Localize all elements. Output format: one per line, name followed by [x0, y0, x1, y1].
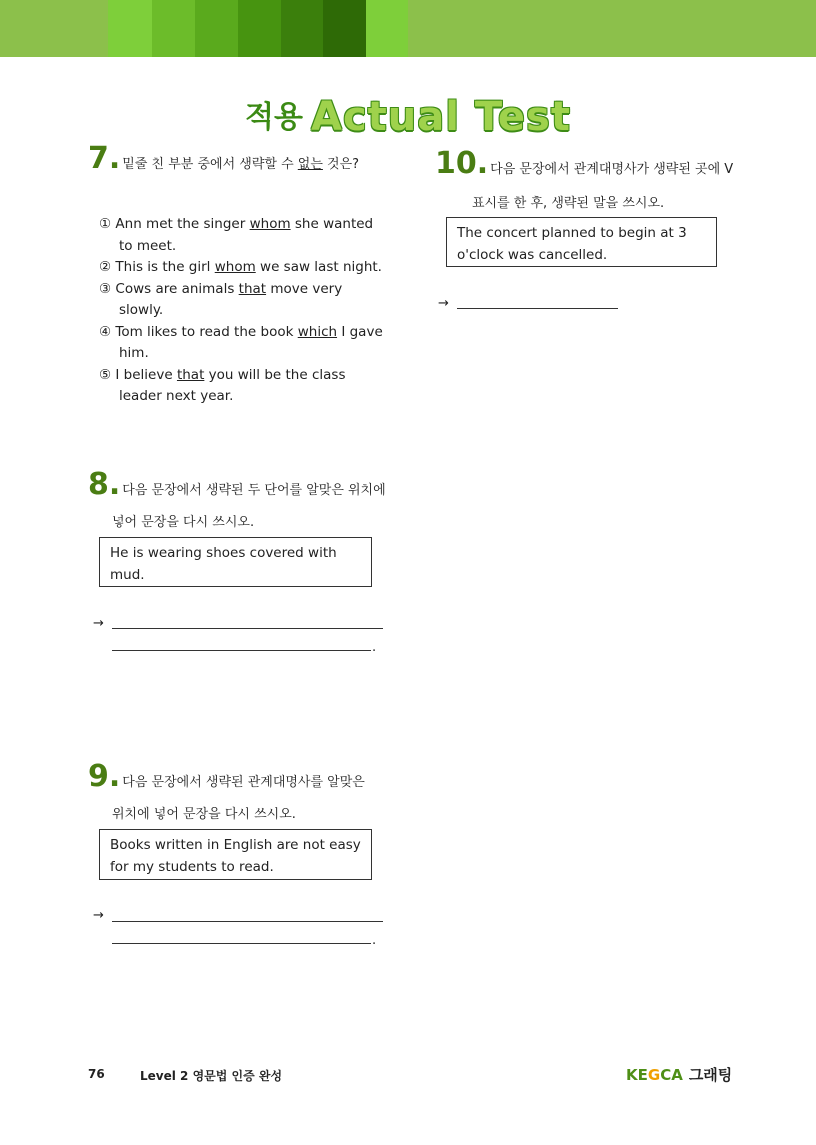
question-7-number: 7.	[88, 141, 121, 176]
question-9-answer-line-1[interactable]	[112, 921, 383, 922]
banner-stripe	[323, 0, 366, 57]
banner-stripe	[281, 0, 323, 57]
banner-stripe	[366, 0, 408, 57]
question-7-choices	[99, 214, 389, 408]
choice-5[interactable]: ⑤ I believe that you will be the class leader next year.	[99, 366, 346, 404]
banner-stripe	[195, 0, 238, 57]
question-8-number: 8.	[88, 467, 121, 502]
question-10-prompt-line2: 표시를 한 후, 생략된 말을 쓰시오.	[472, 196, 665, 211]
question-7-prompt-a: 밑줄 친 부분 중에서 생략할 수	[122, 157, 298, 172]
title-korean: 적용	[245, 100, 304, 135]
page-number: 76	[88, 1067, 105, 1081]
question-9-prompt-line1: 다음 문장에서 생략된 관계대명사를 알맞은	[122, 775, 365, 790]
question-10-answer-line[interactable]	[457, 308, 618, 309]
question-7-prompt-emphasis: 없는	[297, 157, 323, 172]
question-8-answer-line-2[interactable]	[112, 650, 371, 651]
answer-arrow-icon: →	[93, 616, 104, 631]
question-9-prompt-line2: 위치에 넣어 문장을 다시 쓰시오.	[112, 807, 296, 822]
book-title: Level 2 영문법 인증 완성	[140, 1069, 283, 1083]
question-8-answer-line-1[interactable]	[112, 628, 383, 629]
page-title	[0, 92, 816, 143]
header-banner	[0, 0, 816, 57]
question-8-sentence-box: He is wearing shoes covered with mud.	[99, 537, 372, 587]
question-9-answer-line-2[interactable]	[112, 943, 371, 944]
choice-3[interactable]: ③ Cows are animals that move very slowly.	[99, 280, 343, 318]
question-8-period: .	[372, 640, 377, 655]
question-7-prompt-b: 것은?	[322, 157, 360, 172]
question-9-header	[88, 759, 365, 794]
choice-1[interactable]: ① Ann met the singer whom she wanted to meet.	[99, 216, 374, 254]
banner-stripe	[152, 0, 195, 57]
banner-stripe	[238, 0, 281, 57]
banner-stripe	[108, 0, 152, 57]
question-10-number: 10.	[435, 146, 489, 181]
choice-4[interactable]: ④ Tom likes to read the book which I gave him.	[99, 323, 383, 361]
question-10-prompt-line1: 다음 문장에서 관계대명사가 생략된 곳에 V	[490, 162, 734, 177]
choice-2[interactable]: ② This is the girl whom we saw last night.	[99, 259, 382, 275]
question-9-number: 9.	[88, 759, 121, 794]
question-9-period: .	[372, 933, 377, 948]
question-8-prompt-line1: 다음 문장에서 생략된 두 단어를 알맞은 위치에	[122, 483, 386, 498]
question-9-sentence-box: Books written in English are not easy for my students to read.	[99, 829, 372, 880]
question-10-sentence-box: The concert planned to begin at 3 o'clock was cancelled.	[446, 217, 717, 267]
title-english: Actual Test	[311, 94, 571, 140]
answer-arrow-icon: →	[438, 296, 449, 311]
question-8-prompt-line2: 넣어 문장을 다시 쓰시오.	[112, 515, 255, 530]
question-10-header	[435, 146, 734, 181]
question-8-header	[88, 467, 386, 502]
answer-arrow-icon: →	[93, 908, 104, 923]
question-7-header	[88, 141, 360, 176]
publisher-logo: KEGCA 그래팅	[626, 1066, 733, 1084]
